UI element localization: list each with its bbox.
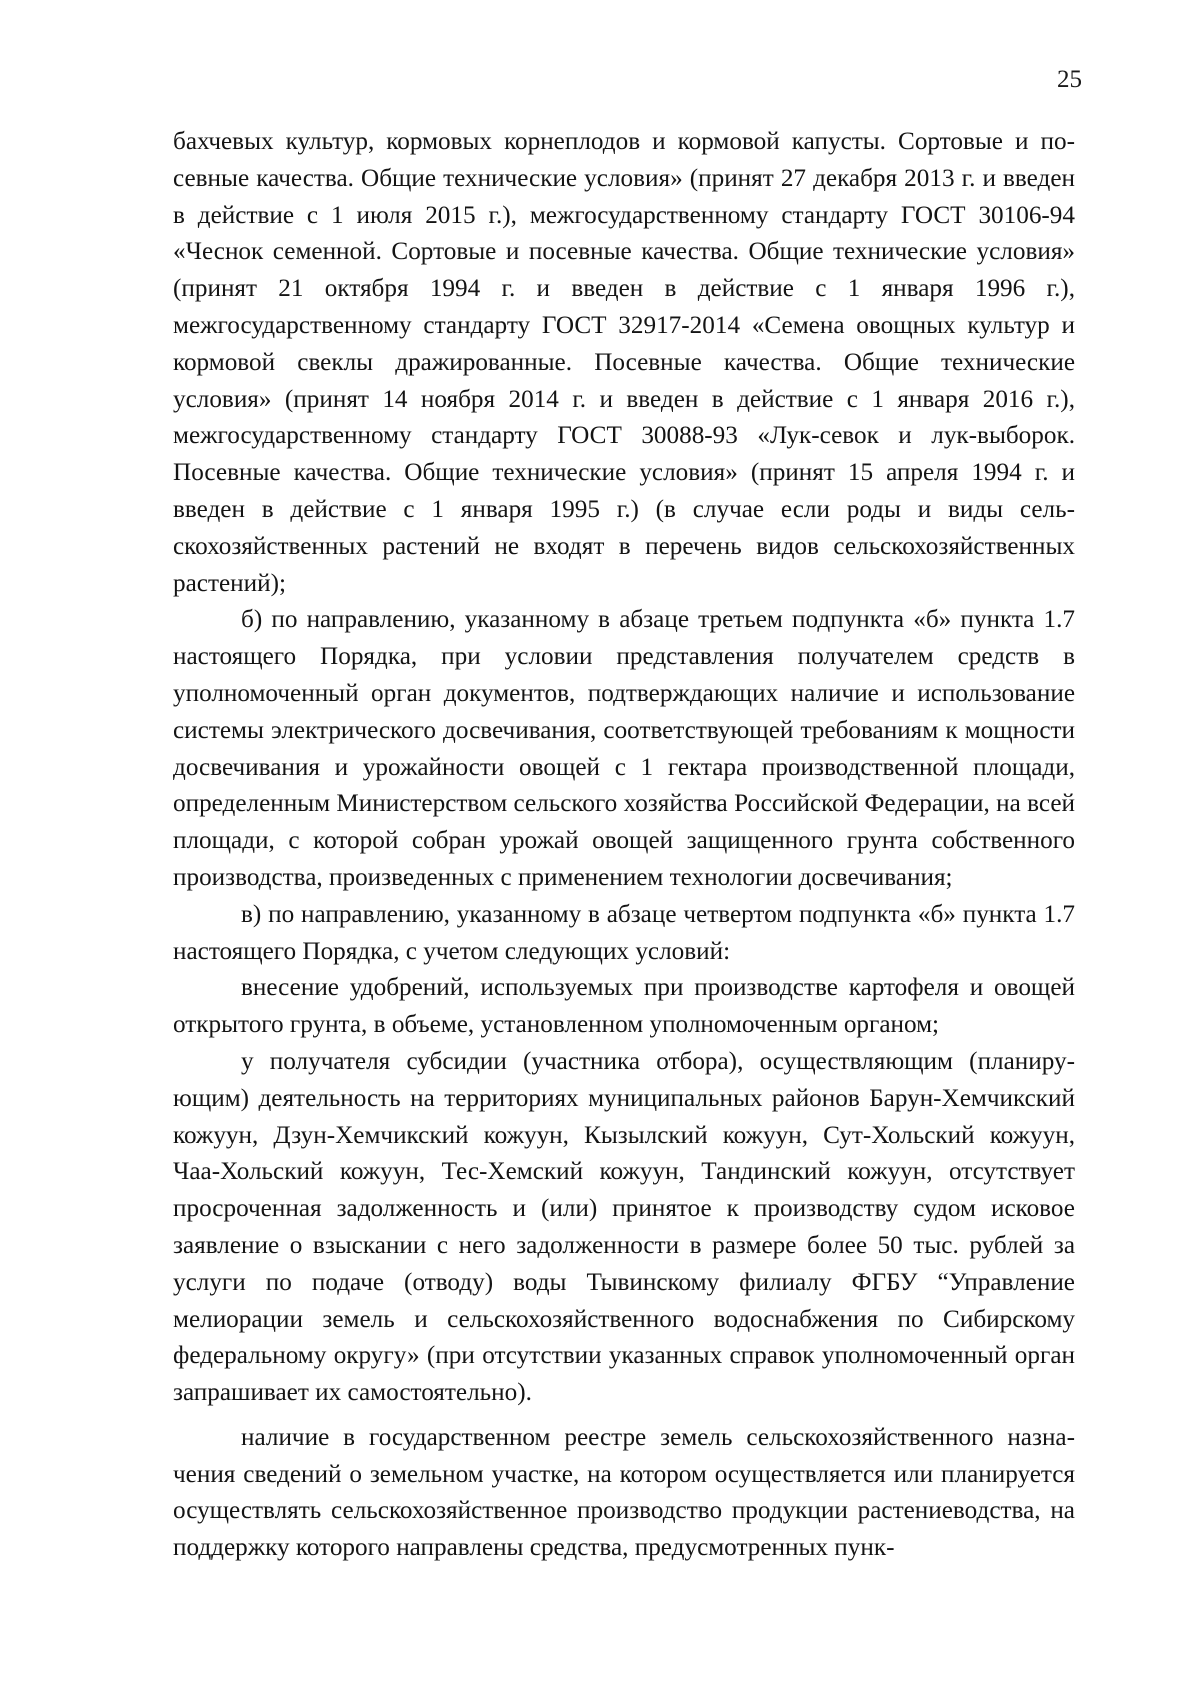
document-body: [173, 124, 1075, 1567]
paragraph-item-v: в) по направлению, указанному в абзаце четвертом подпункта «б» пункта 1.7 настоящего Порядка, с учетом следующих условий:: [173, 900, 1075, 965]
page-number: 25: [1057, 66, 1082, 93]
paragraph-fertilizer-condition: внесение удобрений, используемых при производстве картофеля и овощей открытого грунта, в объеме, установленном уполномоченным органом;: [173, 974, 1075, 1039]
paragraph-land-registry-condition: наличие в государственном реестре земель сельскохозяйственного назначения сведений о земельном участке, на котором осуществляется или планируется осуществлять сельскохозяйственное производство продукции растениеводства, на поддержку которого направлены средства, предусмотренных пунк-: [173, 1423, 1075, 1562]
paragraph-continuation: бахчевых культур, кормовых корнеплодов и кормовой капусты. Сортовые и посевные качества. Общие технические условия» (принят 27 декабря 2013 г. и введен в действие с 1 июля 2015 г.), межгосударственному стандарту ГОСТ 30106-94 «Чеснок семенной. Сортовые и посевные качества. Общие технические условия» (принят 21 октября 1994 г. и введен в действие с 1 января 1996 г.), межгосударственному стандарту ГОСТ 32917-2014 «Семена овощных культур и кормовой свеклы дражированные. Посевные качества. Общие технические условия» (принят 14 ноября 2014 г. и введен в действие с 1 января 2016 г.), межгосударственному стандарту ГОСТ 30088-93 «Лук-севок и лук-выборок. Посевные качества. Общие технические условия» (принят 15 апреля 1994 г. и введен в действие с 1 января 1995 г.) (в случае если роды и виды сельскохозяйственных растений не входят в перечень видов сельскохозяйственных растений);: [173, 128, 1075, 597]
paragraph-item-b: б) по направлению, указанному в абзаце третьем подпункта «б» пункта 1.7 настоящего Порядка, при условии представления получателем средств в уполномоченный орган документов, подтверждающих наличие и использование системы электрического досвечивания, соответствующей требованиям к мощности досвечивания и урожайности овощей с 1 гектара производственной площади, определенным Министерством сельского хозяйства Российской Федерации, на всей площади, с которой собран урожай овощей защищенного грунта собственного производства, произведенных с применением технологии досвечивания;: [173, 606, 1075, 891]
paragraph-debt-condition: у получателя субсидии (участника отбора), осуществляющим (планирующим) деятельность на территориях муниципальных районов Барун-Хемчикский кожуун, Дзун-Хемчикский кожуун, Кызылский кожуун, Сут-Хольский кожуун, Чаа-Хольский кожуун, Тес-Хемский кожуун, Тандинский кожуун, отсутствует просроченная задолженность и (или) принятое к производству судом исковое заявление о взыскании с него задолженности в размере более 50 тыс. рублей за услуги по подаче (отводу) воды Тывинскому филиалу ФГБУ “Управление мелиорации земель и сельскохозяйственного водоснабжения по Сибирскому федеральному округу» (при отсутствии указанных справок уполномоченный орган запрашивает их самостоятельно).: [173, 1047, 1075, 1407]
